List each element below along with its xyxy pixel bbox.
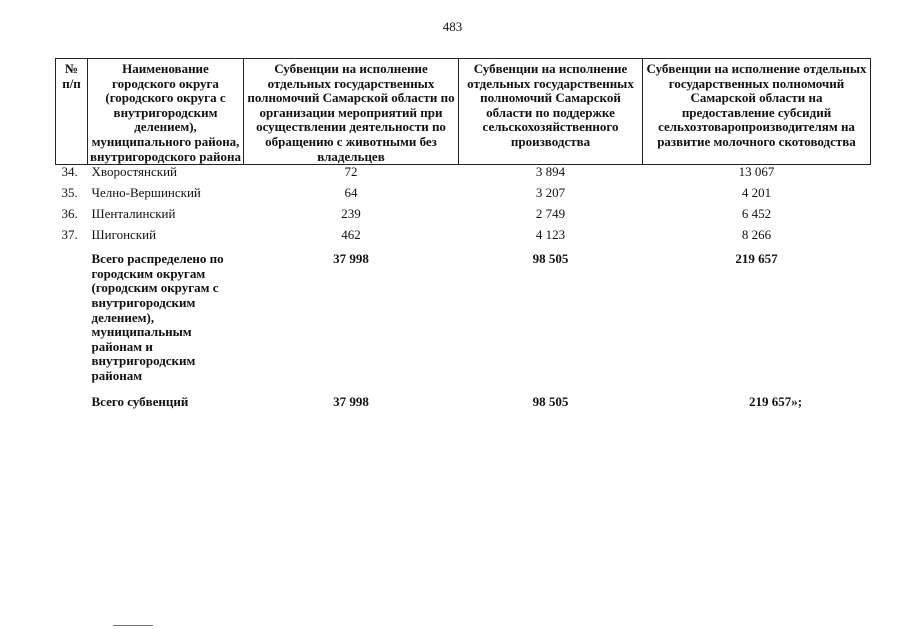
grand-total-row [56,392,871,410]
row-value-3: 8 266 [741,227,772,243]
row-name: Шенталинский [91,206,176,222]
row-value-1: 72 [344,164,358,180]
row-name: Хворостянский [91,164,177,180]
table-row [56,228,871,249]
row-name: Челно-Вершинский [91,185,201,201]
row-value-1: 239 [341,206,361,222]
header-name: Наименование городского округа (городского округа с внутригородским делением), муниципального района, внутригородского района [88,59,244,165]
row-name: Шигонский [91,227,157,243]
grand-total-label: Всего субвенций [91,393,189,409]
total-value-1: 37 998 [333,251,369,267]
header-num: № п/п [56,59,88,165]
row-value-1: 64 [344,185,358,201]
row-value-3: 4 201 [741,185,772,201]
row-value-2: 4 123 [535,227,566,243]
grand-total-value-2: 98 505 [532,393,569,409]
footer-divider [113,625,153,626]
header-dairy-subvention: Субвенции на исполнение отдельных государственных полномочий Самарской области на предоставление субсидий сельхозтоваропроизводителям на развитие молочного скотоводства [643,59,871,165]
total-num-empty [56,249,88,391]
total-row [56,249,871,391]
row-num: 34. [61,164,78,180]
row-value-2: 3 207 [535,185,566,201]
row-num: 36. [61,206,78,222]
grand-total-value-3: 219 657»; [748,393,803,409]
total-label: Всего распределено по городским округам (городским округам с внутригородским делением), муниципальным районам и внутригородским районам [91,251,224,383]
table-header-row [56,59,871,165]
header-agriculture-subvention: Субвенции на исполнение отдельных государственных полномочий Самарской области по поддержке сельскохозяйственного производства [459,59,643,165]
page-number: 483 [442,19,463,34]
row-num: 35. [61,185,78,201]
row-value-3: 6 452 [741,206,772,222]
grand-total-num-empty [56,392,88,410]
header-animals-subvention: Субвенции на исполнение отдельных государственных полномочий Самарской области по организации мероприятий при осуществлении деятельности по обращению с животными без владельцев [244,59,459,165]
row-num: 37. [61,227,78,243]
grand-total-value-1: 37 998 [333,393,369,409]
row-value-2: 3 894 [535,164,566,180]
subventions-table [55,58,871,409]
table-row [56,165,871,187]
table-row [56,186,871,207]
row-value-2: 2 749 [535,206,566,222]
row-value-3: 13 067 [738,164,775,180]
row-value-1: 462 [341,227,361,243]
table-row [56,207,871,228]
total-value-2: 98 505 [532,251,569,267]
total-value-3: 219 657 [735,251,778,267]
